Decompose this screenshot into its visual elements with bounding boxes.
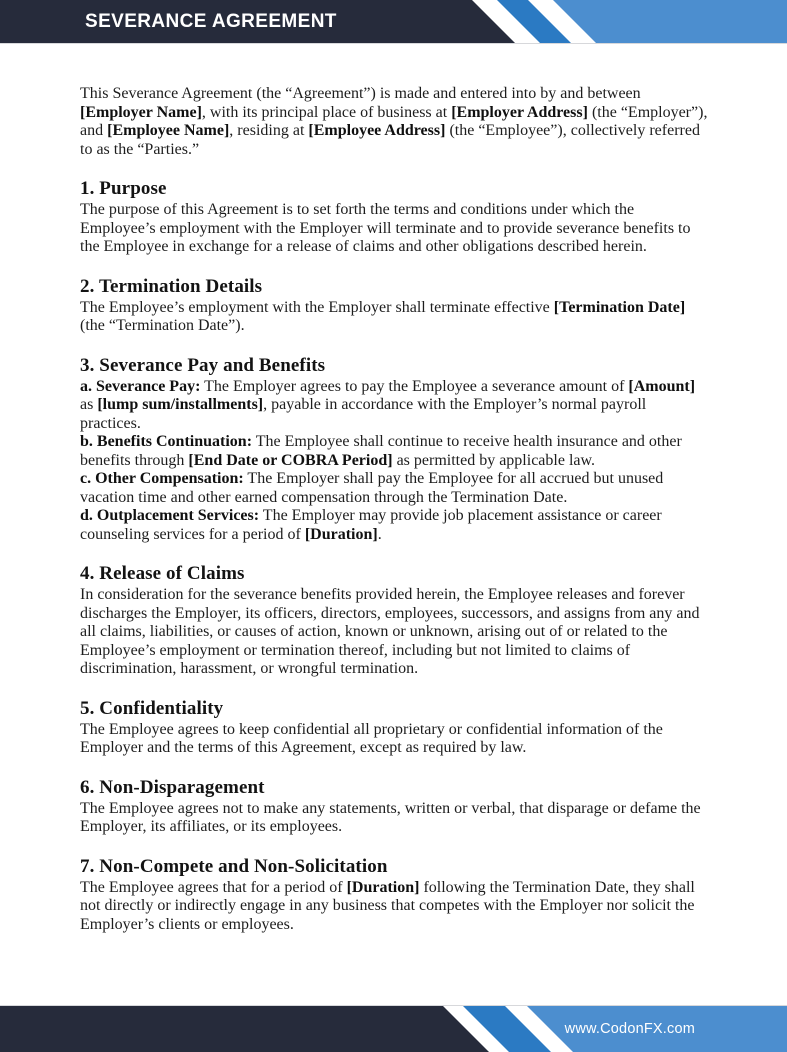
- placeholder-bold-text: [End Date or COBRA Period]: [188, 451, 393, 469]
- body-text: , with its principal place of business at: [201, 103, 452, 121]
- body-text: The Employer shall pay the Employee for all accrued but unused vacation time and other earned compensation through the Termination Date.: [80, 470, 664, 506]
- section-heading: 3. Severance Pay and Benefits: [80, 354, 326, 376]
- placeholder-bold-text: d. Outplacement Services:: [80, 507, 260, 524]
- placeholder-bold-text: a. Severance Pay:: [80, 377, 201, 395]
- section-paragraph: [80, 299, 709, 336]
- placeholder-bold-text: [Employee Address]: [308, 122, 446, 139]
- section-heading: 4. Release of Claims: [80, 563, 245, 584]
- section-paragraph: [80, 586, 709, 679]
- intro-paragraph: [80, 85, 709, 159]
- placeholder-bold-text: [Employer Name]: [80, 103, 202, 121]
- footer-band: [0, 1006, 787, 1052]
- section-paragraph: [80, 507, 709, 544]
- section-paragraph: [80, 879, 709, 935]
- body-text: In consideration for the severance benefits provided herein, the Employee releases and forever discharges the Employer, its officers, directors, employees, successors, and assigns from any and all claims, liabilities, or causes of action, known or unknown, arising out of or related to the Employee’s employment or termination thereof, including but not limited to claims of discrimination, harassment, or wrongful termination.: [80, 586, 700, 677]
- header-band: [0, 0, 787, 43]
- body-text: This Severance Agreement (the “Agreement”) is made and entered into by and between: [80, 85, 641, 102]
- placeholder-bold-text: [Employee Name]: [107, 122, 230, 139]
- section-paragraph: [80, 721, 709, 758]
- section-paragraph: [80, 470, 709, 507]
- placeholder-bold-text: b. Benefits Continuation:: [80, 433, 253, 450]
- body-text: The Employee agrees to keep confidential all proprietary or confidential information of the Employer and the terms of this Agreement, except as required by law.: [80, 720, 663, 756]
- body-text: , residing at: [229, 122, 309, 139]
- body-text: , payable in accordance with the Employer’s normal payroll practices.: [80, 396, 647, 432]
- section-heading: 2. Termination Details: [80, 275, 263, 297]
- section-paragraph: [80, 378, 709, 434]
- section-paragraph: [80, 433, 709, 470]
- section-heading: 7. Non-Compete and Non-Solicitation: [80, 855, 388, 877]
- body-text: The Employer may provide job placement assistance or career counseling services for a period of: [80, 507, 662, 543]
- body-text: The Employer agrees to pay the Employee a severance amount of: [200, 377, 629, 395]
- body-text: .: [377, 525, 382, 543]
- body-text: (the “Termination Date”).: [80, 317, 245, 334]
- section-paragraph: [80, 201, 709, 257]
- section-heading: 6. Non-Disparagement: [80, 776, 265, 798]
- header-lightblue-band: [553, 0, 787, 43]
- placeholder-bold-text: [lump sum/installments]: [97, 396, 264, 413]
- section-paragraph: [80, 800, 709, 837]
- placeholder-bold-text: [Duration]: [304, 525, 378, 543]
- placeholder-bold-text: [Duration]: [346, 878, 420, 896]
- section-heading: 5. Confidentiality: [80, 697, 224, 719]
- footer-website-url: www.CodonFX.com: [564, 1021, 695, 1037]
- body-text: (the “Employee”), collectively referred to as the “Parties.”: [80, 122, 700, 158]
- placeholder-bold-text: c. Other Compensation:: [80, 470, 244, 487]
- body-text: The Employee agrees not to make any statements, written or verbal, that disparage or defame the Employer, its affiliates, or its employees.: [80, 799, 701, 835]
- body-text: The Employee agrees that for a period of: [80, 878, 347, 896]
- placeholder-bold-text: [Employer Address]: [451, 103, 588, 121]
- placeholder-bold-text: [Termination Date]: [553, 298, 686, 316]
- body-text: (the “Employer”), and: [80, 103, 708, 139]
- sections-container: [80, 178, 709, 934]
- document-title: SEVERANCE AGREEMENT: [85, 10, 337, 32]
- body-text: The purpose of this Agreement is to set forth the terms and conditions under which the Employee’s employment with the Employer will terminate and to provide severance benefits to the Employee in exchange for a release of claims and other obligations described herein.: [80, 201, 691, 255]
- section-heading: 1. Purpose: [80, 178, 167, 199]
- placeholder-bold-text: [Amount]: [628, 377, 696, 395]
- footer-dark-band: [0, 1006, 489, 1052]
- body-text: as permitted by applicable law.: [392, 451, 596, 469]
- body-text: following the Termination Date, they shall not directly or indirectly engage in any business that competes with the Employer nor solicit the Employer’s clients or employees.: [80, 878, 695, 933]
- body-text: as: [80, 396, 98, 413]
- document-body: [0, 43, 787, 934]
- body-text: The Employee shall continue to receive health insurance and other benefits through: [80, 433, 682, 469]
- body-text: The Employee’s employment with the Employer shall terminate effective: [80, 298, 554, 316]
